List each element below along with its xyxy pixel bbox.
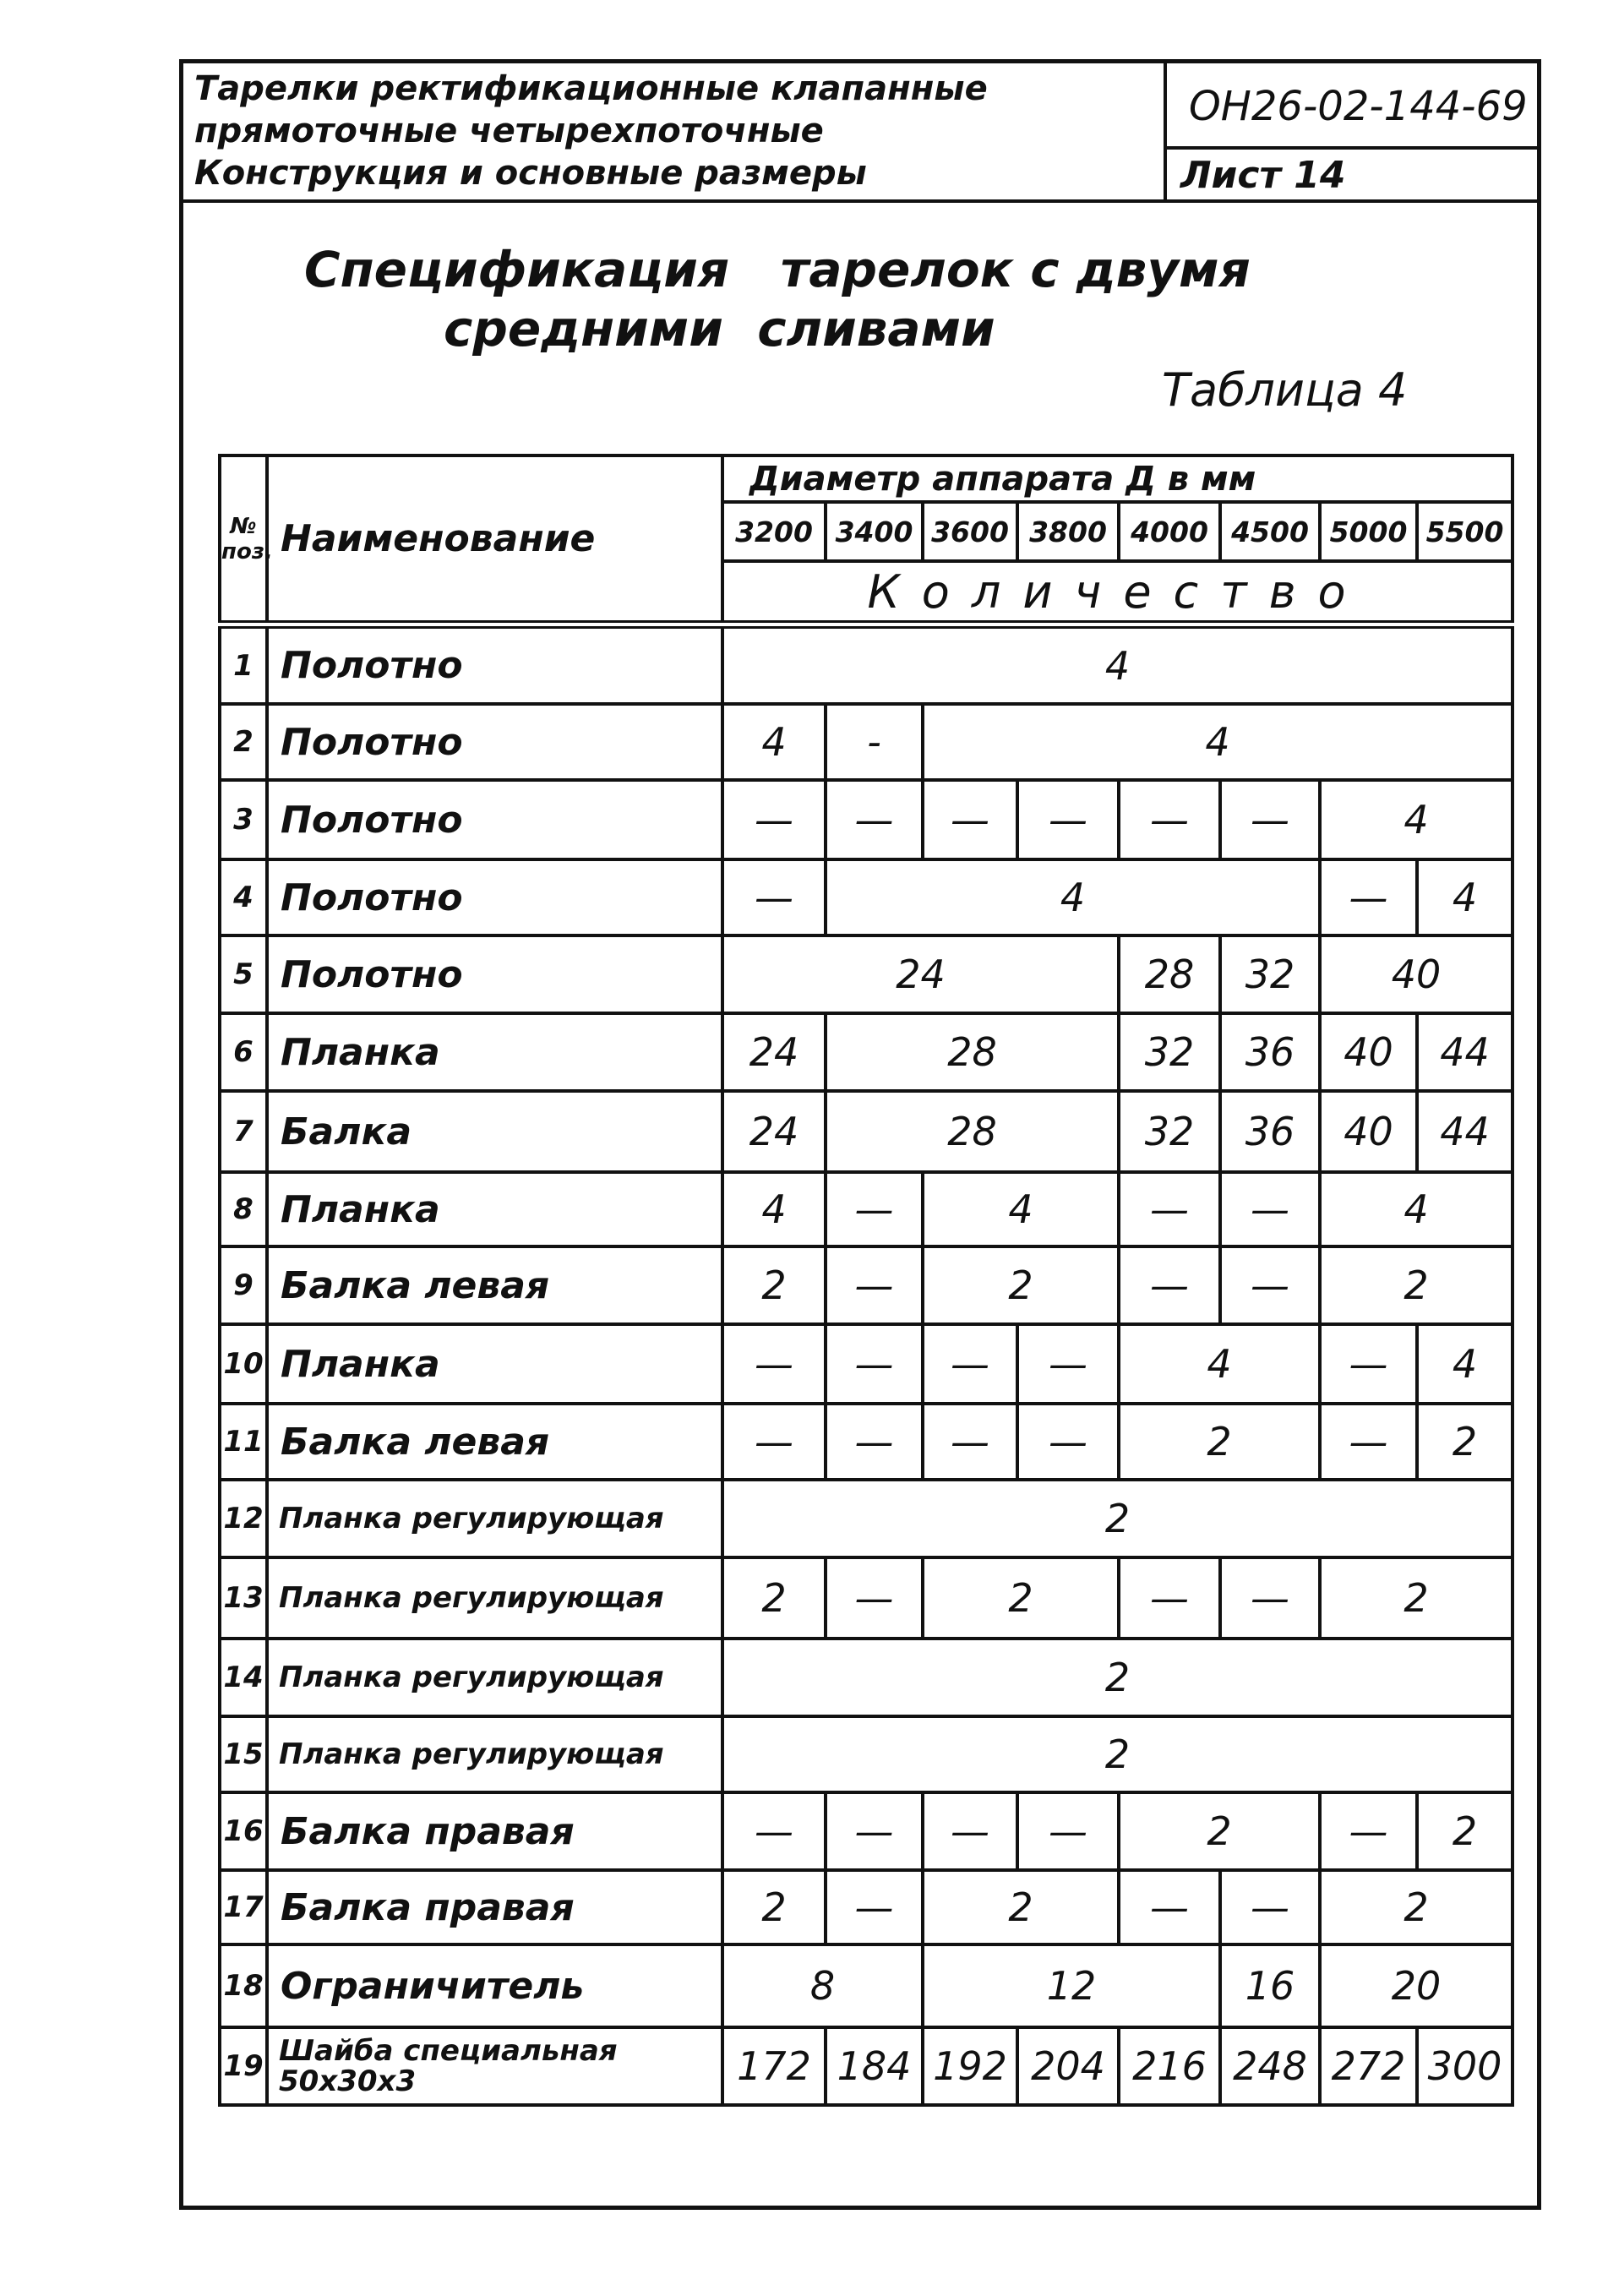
row-position: 1 [220, 624, 267, 704]
title-line-3: Конструкция и основные размеры [194, 154, 867, 193]
quantity-cell: 2 [722, 1716, 1513, 1792]
quantity-cell: — [722, 1404, 826, 1480]
row-position: 10 [220, 1324, 267, 1404]
quantity-cell: 2 [1119, 1404, 1320, 1480]
row-name: Полотно [267, 780, 722, 859]
quantity-cell: 184 [826, 2027, 923, 2105]
quantity-cell: — [1119, 1246, 1220, 1324]
diameter-cell: 3400 [826, 502, 923, 561]
quantity-cell: — [826, 1172, 923, 1246]
quantity-cell: 20 [1320, 1944, 1513, 2027]
quantity-cell: — [923, 1404, 1017, 1480]
quantity-cell: 4 [1417, 859, 1513, 935]
table-row [220, 935, 1513, 1013]
quantity-cell: — [923, 780, 1017, 859]
row-name: Планка регулирующая [267, 1716, 722, 1792]
quantity-cell: 2 [1417, 1792, 1513, 1870]
quantity-cell: — [1017, 1792, 1119, 1870]
quantity-cell: — [826, 1404, 923, 1480]
table-row [220, 1557, 1513, 1639]
table-row [220, 1870, 1513, 1944]
sheet-number: Лист 14 [1180, 154, 1346, 197]
row-position: 9 [220, 1246, 267, 1324]
diameter-cell: 3200 [722, 502, 826, 561]
quantity-cell: 4 [923, 704, 1513, 780]
quantity-cell: — [1320, 1404, 1417, 1480]
quantity-cell: 2 [1119, 1792, 1320, 1870]
quantity-cell: — [1220, 1870, 1320, 1944]
quantity-cell: — [1119, 1557, 1220, 1639]
quantity-cell: — [1119, 780, 1220, 859]
quantity-cell: — [1220, 1172, 1320, 1246]
quantity-cell: — [1017, 780, 1119, 859]
row-name: Полотно [267, 624, 722, 704]
quantity-cell: 8 [722, 1944, 923, 2027]
row-name: Балка правая [267, 1870, 722, 1944]
table-row [220, 1639, 1513, 1716]
quantity-cell: 24 [722, 935, 1119, 1013]
quantity-cell: — [722, 1324, 826, 1404]
diameter-cell: 5500 [1417, 502, 1513, 561]
pos-header: № поз. [220, 455, 267, 624]
quantity-cell: 4 [1119, 1324, 1320, 1404]
quantity-cell: 24 [722, 1013, 826, 1091]
quantity-cell: — [722, 1792, 826, 1870]
quantity-cell: — [826, 1870, 923, 1944]
quantity-cell: 2 [1320, 1870, 1513, 1944]
quantity-cell: 2 [722, 1246, 826, 1324]
quantity-cell: — [1119, 1172, 1220, 1246]
quantity-cell: 4 [722, 1172, 826, 1246]
quantity-cell: — [826, 1246, 923, 1324]
quantity-cell: 32 [1220, 935, 1320, 1013]
name-header: Наименование [267, 455, 722, 624]
quantity-cell: 28 [826, 1013, 1119, 1091]
quantity-cell: 2 [1320, 1557, 1513, 1639]
quantity-cell: 36 [1220, 1013, 1320, 1091]
quantity-cell: — [826, 1792, 923, 1870]
quantity-cell: 2 [923, 1870, 1119, 1944]
row-name: Планка регулирующая [267, 1557, 722, 1639]
quantity-cell: 4 [722, 704, 826, 780]
quantity-cell: 2 [722, 1870, 826, 1944]
quantity-cell: — [826, 1324, 923, 1404]
quantity-cell: 2 [923, 1246, 1119, 1324]
diameter-cell: 3600 [923, 502, 1017, 561]
row-position: 13 [220, 1557, 267, 1639]
table-row [220, 1324, 1513, 1404]
quantity-cell: 204 [1017, 2027, 1119, 2105]
quantity-cell: — [1119, 1870, 1220, 1944]
title-line-1: Тарелки ректификационные клапанные [194, 69, 988, 108]
quantity-cell: 40 [1320, 1013, 1417, 1091]
row-position: 16 [220, 1792, 267, 1870]
row-position: 8 [220, 1172, 267, 1246]
diameter-cell: 3800 [1017, 502, 1119, 561]
quantity-cell: — [1320, 1324, 1417, 1404]
document-code: ОН26-02-144-69 [1189, 83, 1528, 130]
row-name: Балка левая [267, 1246, 722, 1324]
row-name: Балка правая [267, 1792, 722, 1870]
row-position: 5 [220, 935, 267, 1013]
quantity-cell: — [923, 1324, 1017, 1404]
table-caption: Таблица 4 [1162, 363, 1408, 417]
row-position: 14 [220, 1639, 267, 1716]
quantity-cell: 2 [722, 1639, 1513, 1716]
row-name: Планка [267, 1324, 722, 1404]
quantity-cell: 28 [1119, 935, 1220, 1013]
quantity-cell: — [1320, 859, 1417, 935]
quantity-cell: 36 [1220, 1091, 1320, 1172]
specification-table [218, 454, 1514, 2107]
quantity-cell: — [1017, 1324, 1119, 1404]
quantity-cell: 2 [1320, 1246, 1513, 1324]
table-row [220, 1716, 1513, 1792]
quantity-cell: 4 [1320, 780, 1513, 859]
quantity-cell: 2 [722, 1480, 1513, 1557]
row-position: 6 [220, 1013, 267, 1091]
diameter-cell: 4500 [1220, 502, 1320, 561]
quantity-cell: 4 [722, 624, 1513, 704]
title-line-2: прямоточные четырехпоточные [194, 112, 824, 150]
quantity-cell: — [1220, 780, 1320, 859]
table-row [220, 1091, 1513, 1172]
quantity-cell: - [826, 704, 923, 780]
row-name: Планка регулирующая [267, 1480, 722, 1557]
table-row [220, 1013, 1513, 1091]
quantity-cell: 4 [1417, 1324, 1513, 1404]
quantity-cell: — [1320, 1792, 1417, 1870]
row-position: 4 [220, 859, 267, 935]
quantity-cell: — [1017, 1404, 1119, 1480]
quantity-cell: 172 [722, 2027, 826, 2105]
title-divider-horizontal [1167, 146, 1541, 150]
diameter-header: Диаметр аппарата Д в мм [722, 455, 1513, 502]
quantity-cell: — [1220, 1246, 1320, 1324]
quantity-cell: 2 [722, 1557, 826, 1639]
quantity-cell: 4 [826, 859, 1320, 935]
table-row [220, 2027, 1513, 2105]
quantity-cell: 4 [1320, 1172, 1513, 1246]
row-name: Шайба специальная 50х30х3 [267, 2027, 722, 2105]
table-row [220, 859, 1513, 935]
quantity-cell: 2 [1417, 1404, 1513, 1480]
row-position: 19 [220, 2027, 267, 2105]
table-row [220, 1246, 1513, 1324]
row-name: Полотно [267, 935, 722, 1013]
title-block [179, 59, 1541, 203]
quantity-cell: 12 [923, 1944, 1220, 2027]
quantity-cell: 32 [1119, 1013, 1220, 1091]
row-position: 11 [220, 1404, 267, 1480]
quantity-cell: 4 [923, 1172, 1119, 1246]
quantity-cell: — [923, 1792, 1017, 1870]
quantity-cell: 248 [1220, 2027, 1320, 2105]
table-row [220, 1792, 1513, 1870]
quantity-cell: — [722, 780, 826, 859]
heading-line-2: средними сливами [444, 300, 995, 357]
diameter-cell: 5000 [1320, 502, 1417, 561]
row-position: 7 [220, 1091, 267, 1172]
table-row [220, 1404, 1513, 1480]
table-row [220, 1172, 1513, 1246]
quantity-cell: 300 [1417, 2027, 1513, 2105]
row-position: 3 [220, 780, 267, 859]
quantity-cell: 44 [1417, 1013, 1513, 1091]
quantity-cell: 44 [1417, 1091, 1513, 1172]
quantity-cell: — [722, 859, 826, 935]
row-position: 2 [220, 704, 267, 780]
quantity-cell: 216 [1119, 2027, 1220, 2105]
row-name: Планка [267, 1172, 722, 1246]
row-name: Ограничитель [267, 1944, 722, 2027]
quantity-cell: 16 [1220, 1944, 1320, 2027]
quantity-cell: 2 [923, 1557, 1119, 1639]
quantity-header: Количество [722, 561, 1513, 624]
row-name: Планка [267, 1013, 722, 1091]
quantity-cell: 28 [826, 1091, 1119, 1172]
table-row [220, 704, 1513, 780]
quantity-cell: — [826, 780, 923, 859]
heading-line-1: Спецификация тарелок с двумя [304, 241, 1251, 298]
quantity-cell: 32 [1119, 1091, 1220, 1172]
diameter-cell: 4000 [1119, 502, 1220, 561]
document-title [194, 68, 1149, 194]
quantity-cell: 40 [1320, 935, 1513, 1013]
quantity-cell: 24 [722, 1091, 826, 1172]
quantity-cell: 40 [1320, 1091, 1417, 1172]
table-row [220, 1944, 1513, 2027]
row-name: Балка [267, 1091, 722, 1172]
table-row [220, 780, 1513, 859]
table-body [220, 624, 1513, 2105]
row-position: 12 [220, 1480, 267, 1557]
quantity-cell: — [826, 1557, 923, 1639]
row-position: 15 [220, 1716, 267, 1792]
title-divider [1164, 59, 1167, 199]
row-position: 18 [220, 1944, 267, 2027]
row-name: Планка регулирующая [267, 1639, 722, 1716]
row-name: Балка левая [267, 1404, 722, 1480]
quantity-cell: 272 [1320, 2027, 1417, 2105]
quantity-cell: 192 [923, 2027, 1017, 2105]
table-row [220, 1480, 1513, 1557]
row-position: 17 [220, 1870, 267, 1944]
quantity-cell: — [1220, 1557, 1320, 1639]
row-name: Полотно [267, 704, 722, 780]
row-name: Полотно [267, 859, 722, 935]
table-row [220, 624, 1513, 704]
